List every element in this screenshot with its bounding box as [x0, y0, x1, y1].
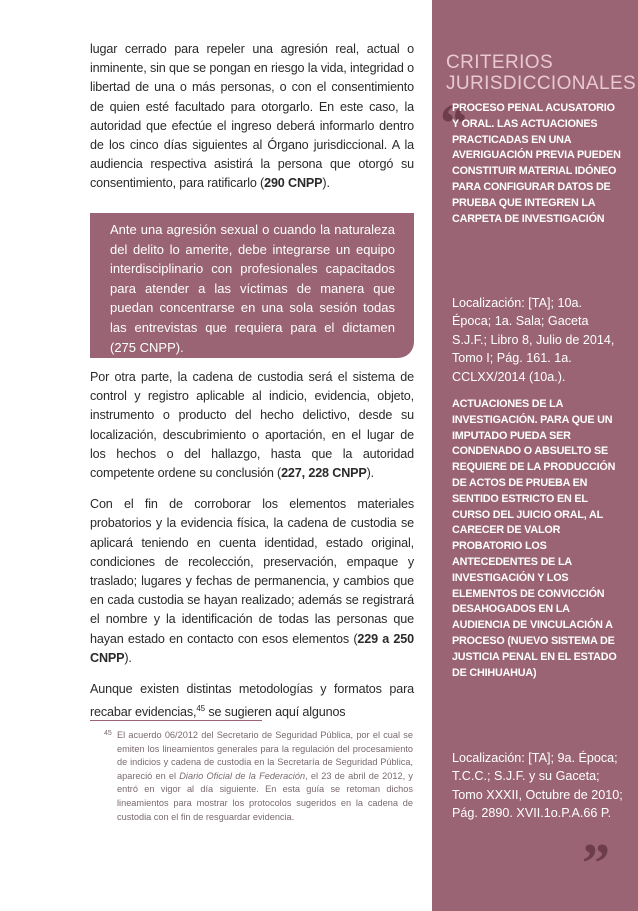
footnote-italic: Diario Oficial de la Federación — [179, 770, 306, 781]
paragraph-text: lugar cerrado para repeler una agresión real, actual o inminente, sin que se pongan en riesgo la vida, integridad o libertad de una o más personas, o con el consentimiento de quien esté facultado para otorgarlo. En este caso, la autoridad que efectúe el ingreso deberá informarlo dentro de los cinco días siguientes al Órgano jurisdiccional. A la audiencia respectiva asistirá la persona que otorgó su consentimiento, para ratificarlo ( — [90, 42, 414, 191]
paragraph-chain-of-custody — [90, 368, 414, 483]
paragraph-entry-search — [90, 40, 414, 194]
paragraph-text: Por otra parte, la cadena de custodia será el sistema de control y registro aplicable al indicio, evidencia, objeto, instrumento o producto del hecho delictivo, desde su localización, descubrimiento o aportación, en el lugar de los hechos o del hallazgo, hasta que la autoridad competente ordene su conclusión ( — [90, 370, 414, 481]
criterion-title-2: ACTUACIONES DE LA INVESTIGACIÓN. PARA QUE UN IMPUTADO PUEDA SER CONDENADO O ABSUELTO SE REQUIERE DE LA PRODUCCIÓN DE ACTOS DE PRUEBA EN SENTIDO ESTRICTO EN EL CURSO DEL JUICIO ORAL, AL CARECER DE VALOR PROBATORIO LOS ANTECEDENTES DE LA INVESTIGACIÓN Y LOS ELEMENTOS DE CONVICCIÓN DESAHOGADOS EN LA AUDIENCIA DE VINCULACIÓN A PROCESO (NUEVO SISTEMA DE JUSTICIA PENAL EN EL ESTADO DE CHIHUAHUA) — [452, 398, 617, 679]
footnote-marker[interactable]: 45 — [196, 704, 205, 714]
law-reference: 290 CNPP — [264, 176, 323, 191]
paragraph-end: se sugieren aquí algunos — [204, 705, 346, 720]
paragraph-end: ). — [124, 650, 132, 665]
footnote-text: El acuerdo 06/2012 del Secretario de Seguridad Pública, por el cual se emiten los lineamientos generales para la regulación del procesamiento de indicios y cadena de custodia en la Secretaría de Seguridad Pública, apareció en el — [117, 730, 413, 781]
close-quote-icon: ” — [582, 833, 610, 895]
law-reference: 227, 228 CNPP — [281, 466, 367, 481]
footnote — [104, 729, 413, 824]
law-reference: 229 a 250 CNPP — [90, 631, 414, 665]
footnote-text-end: , el 23 de abril de 2012, y entró en vigor al día siguiente. En esta guía se retoman dichos lineamientos para mostrar los protocolos sugeridos en la cadena de custodia con el fin de resguardar evidencia. — [117, 770, 413, 822]
paragraph-corroborate — [90, 495, 414, 668]
open-quote-icon: “ — [440, 93, 468, 155]
highlight-text: Ante una agresión sexual o cuando la naturaleza del delito lo amerite, debe integrarse un equipo interdisciplinario con profesionales capacitados para atender a las víctimas de manera que puedan concentrarse en una sola sesión todas las entrevistas que requiera para el dictamen (275 CNPP). — [110, 222, 395, 355]
paragraph-end: ). — [366, 466, 375, 481]
paragraph-text: Con el fin de corroborar los elementos materiales probatorios y la evidencia física, la cadena de custodia se aplicará teniendo en cuenta identidad, estado original, condiciones de recolección, preservación, empaque y traslado; lugares y fechas de permanencia, y cambios que en cada custodia se hayan realizado; además se registrará el nombre y la identificación de todas las personas que hayan estado en contacto con esos elementos ( — [90, 497, 414, 646]
main-column — [90, 40, 414, 206]
criterion-location-2: Localización: [TA]; 9a. Época; T.C.C.; S.J.F. y su Gaceta; Tomo XXXII, Octubre de 2010; Pág. 2890. XVII.1o.P.A.66 P. — [452, 751, 623, 821]
criterion-title-1: PROCESO PENAL ACUSATORIO Y ORAL. LAS ACTUACIONES PRACTICADAS EN UNA AVERIGUACIÓN PREVIA PUEDEN CONSTITUIR MATERIAL IDÓNEO PARA CONFIGURAR DATOS DE PRUEBA QUE INTEGREN LA CARPETA DE INVESTIGACIÓN — [452, 102, 621, 225]
footnote-divider — [90, 720, 262, 721]
paragraph-methodologies — [90, 680, 414, 723]
paragraph-end: ). — [322, 176, 330, 191]
criteria-sidebar — [432, 0, 638, 911]
paragraph-text: Aunque existen distintas metodologías y formatos para recabar evidencias, — [90, 682, 414, 720]
highlight-box — [90, 213, 414, 358]
main-column-lower — [90, 368, 414, 735]
footnote-number: 45 — [104, 730, 112, 737]
criterion-location-1: Localización: [TA]; 10a. Época; 1a. Sala; Gaceta S.J.F.; Libro 8, Julio de 2014, Tomo I; Pág. 161. 1a. CCLXX/2014 (10a.). — [452, 296, 615, 384]
sidebar-heading: CRITERIOS JURISDICCIONALES — [446, 52, 637, 94]
